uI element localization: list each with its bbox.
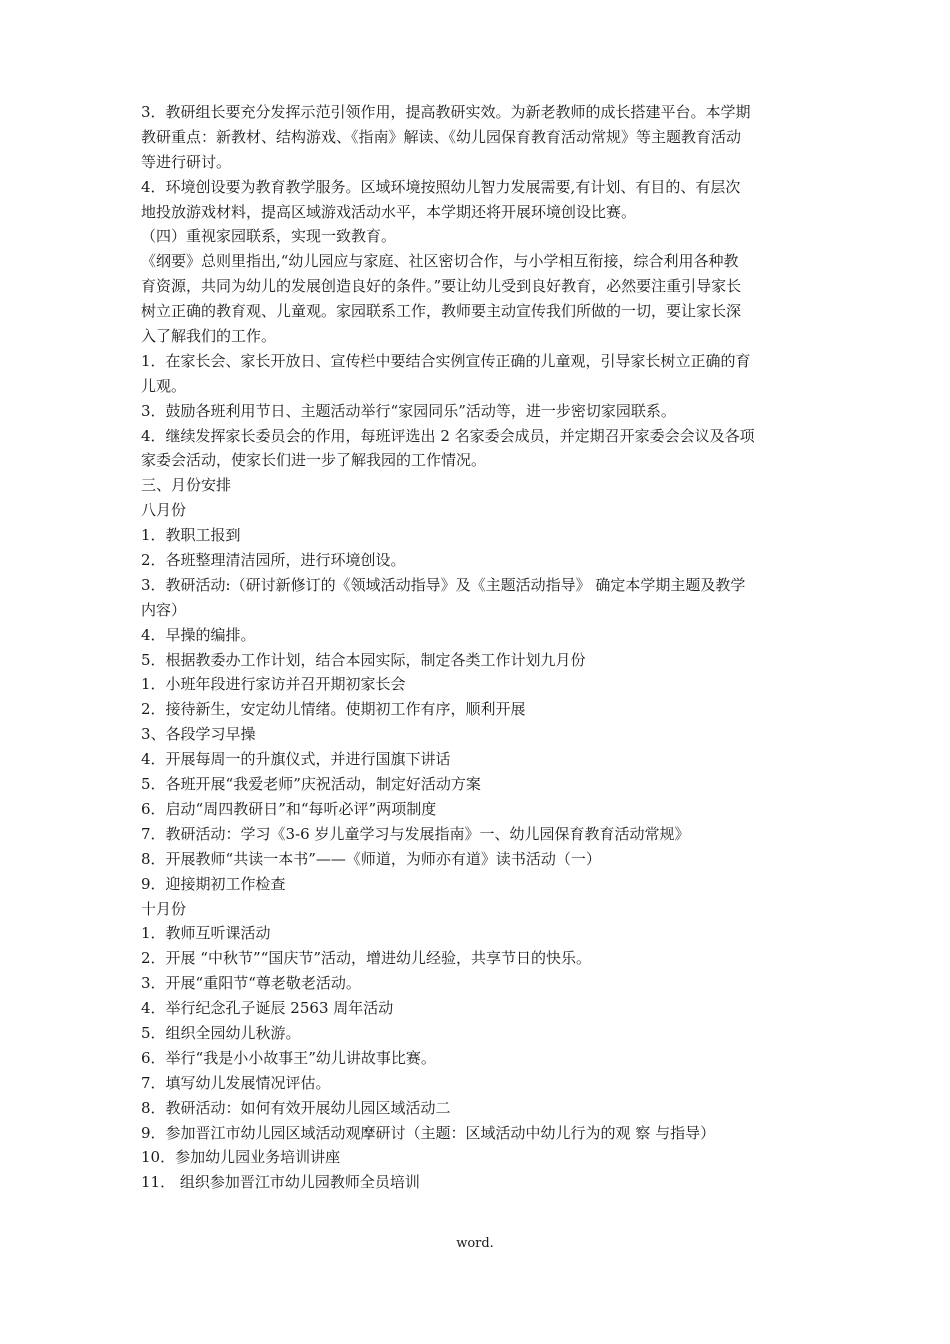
- text-line: 7．填写幼儿发展情况评估。: [141, 1073, 331, 1092]
- text-line: 1．教师互听课活动: [141, 924, 271, 943]
- text-line: 3．开展“重阳节“尊老敬老活动。: [141, 974, 361, 993]
- document-body: [141, 100, 821, 1195]
- text-line: 3、各段学习早操: [141, 725, 256, 744]
- text-line: （四）重视家园联系，实现一致教育。: [141, 227, 397, 246]
- text-line: 3．教研组长要充分发挥示范引领作用，提高教研实效。为新老教师的成长搭建平台。本学期: [141, 103, 751, 121]
- text-line: 2．接待新生，安定幼儿情绪。使期初工作有序，顺利开展: [141, 700, 526, 719]
- text-line: 5．根据教委办工作计划，结合本园实际，制定各类工作计划九月份: [141, 650, 586, 669]
- text-line: 4．开展每周一的升旗仪式，并进行国旗下讲话: [141, 750, 451, 769]
- text-line: 5．组织全园幼儿秋游。: [141, 1023, 301, 1042]
- text-line: 9．参加晋江市幼儿园区域活动观摩研讨（主题：区域活动中幼儿行为的观 察 与指导）: [141, 1123, 716, 1142]
- text-line: 8．开展教师“共读一本书”——《师道，为师亦有道》读书活动（一）: [141, 849, 601, 868]
- text-line: 3．教研活动:（研讨新修订的《领域活动指导》及《主题活动指导》 确定本学期主题及教学: [141, 575, 746, 594]
- text-line: 家委会活动，使家长们进一步了解我园的工作情况。: [141, 451, 487, 470]
- text-line: 1．教职工报到: [141, 526, 241, 545]
- text-line: 儿观。: [141, 376, 187, 395]
- text-line: 1．小班年段进行家访并召开期初家长会: [141, 675, 406, 694]
- text-line: 6．启动“周四教研日”和“每听必评”两项制度: [141, 799, 437, 818]
- text-line: 5．各班开展“我爱老师”庆祝活动，制定好活动方案: [141, 775, 481, 794]
- text-line: 等进行研讨。: [141, 152, 232, 171]
- text-line: 《纲要》总则里指出,“幼儿园应与家庭、社区密切合作，与小学相互衔接，综合利用各种教: [141, 252, 739, 271]
- text-line: 7．教研活动：学习《3-6 岁儿童学习与发展指南》一、幼儿园保育教育活动常规》: [141, 824, 690, 843]
- text-line: 9．迎接期初工作检查: [141, 874, 286, 893]
- page-footer: word.: [456, 1236, 494, 1251]
- text-line: 入了解我们的工作。: [141, 327, 277, 346]
- text-line: 2．开展 “中秋节”“国庆节”活动，增进幼儿经验，共享节日的快乐。: [141, 949, 591, 968]
- text-line: 10．参加幼儿园业务培训讲座: [141, 1148, 341, 1167]
- text-line: 育资源，共同为幼儿的发展创造良好的条件。”要让幼儿受到良好教育，必然要注重引导家长: [141, 277, 742, 296]
- text-line: 十月份: [141, 899, 187, 918]
- text-line: 2．各班整理清洁园所，进行环境创设。: [141, 551, 406, 570]
- text-line: 八月份: [141, 501, 187, 520]
- text-line: 地投放游戏材料，提高区域游戏活动水平，本学期还将开展环境创设比赛。: [141, 202, 637, 221]
- text-line: 4．举行纪念孔子诞辰 2563 周年活动: [141, 999, 394, 1018]
- text-line: 树立正确的教育观、儿童观。家园联系工作，教师要主动宣传我们所做的一切，要让家长深: [141, 302, 742, 321]
- text-line: 8．教研活动：如何有效开展幼儿园区域活动二: [141, 1098, 451, 1117]
- text-line: 6．举行“我是小小故事王”幼儿讲故事比赛。: [141, 1048, 436, 1067]
- text-line: 1．在家长会、家长开放日、宣传栏中要结合实例宣传正确的儿童观，引导家长树立正确的育: [141, 351, 751, 370]
- text-line: 11． 组织参加晋江市幼儿园教师全员培训: [141, 1173, 420, 1192]
- text-line: 4．继续发挥家长委员会的作用，每班评选出 2 名家委会成员，并定期召开家委会会议及各项: [141, 426, 755, 445]
- text-line: 内容）: [141, 600, 187, 619]
- text-line: 教研重点：新教材、结构游戏、《指南》解读、《幼儿园保育教育活动常规》等主题教育活动: [141, 127, 742, 146]
- text-line: 3．鼓励各班利用节日、主题活动举行“家园同乐”活动等，进一步密切家园联系。: [141, 401, 676, 420]
- text-line: 三、月份安排: [141, 476, 232, 495]
- text-line: 4．早操的编排。: [141, 625, 256, 644]
- text-line: 4．环境创设要为教育教学服务。区域环境按照幼儿智力发展需要,有计划、有目的、有层次: [141, 177, 741, 196]
